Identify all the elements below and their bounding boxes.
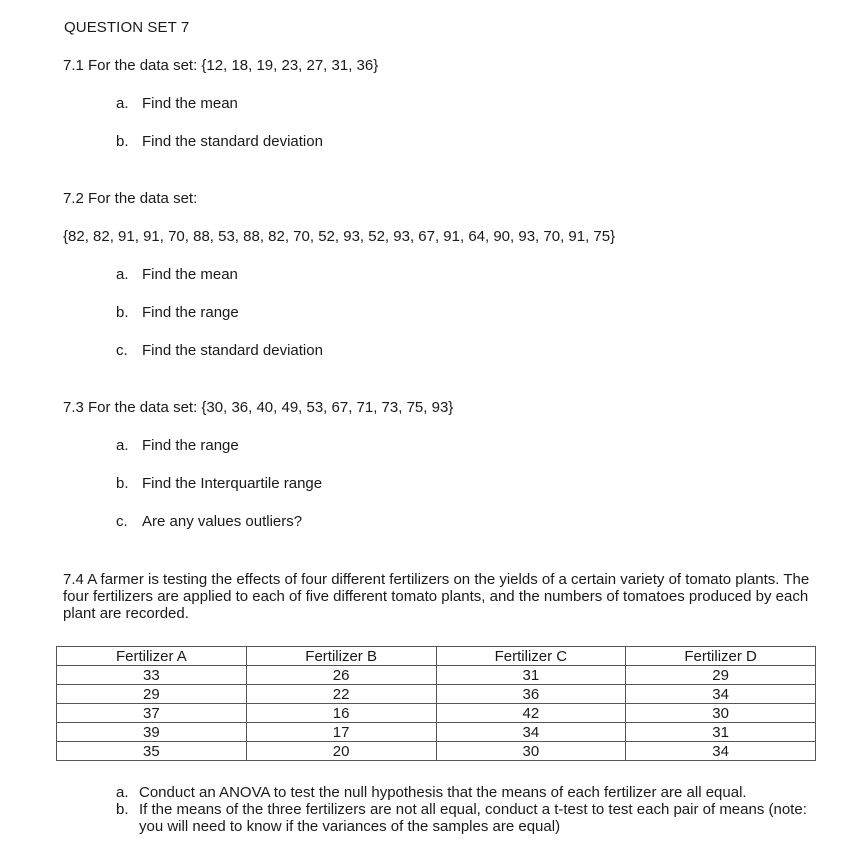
table-cell: 22	[246, 685, 436, 704]
table-cell: 31	[626, 723, 816, 742]
list-item	[116, 342, 323, 360]
fertilizer-table	[56, 646, 816, 761]
table-cell: 34	[626, 685, 816, 704]
item-letter: a.	[116, 784, 129, 801]
table-header-row	[57, 647, 816, 666]
table-cell: 30	[436, 742, 626, 761]
table-cell: 26	[246, 666, 436, 685]
table-row	[57, 742, 816, 761]
item-letter: b.	[116, 304, 129, 321]
list-item	[116, 133, 323, 151]
page-title: QUESTION SET 7	[64, 19, 190, 36]
column-header: Fertilizer D	[626, 647, 816, 666]
list-item	[116, 475, 322, 493]
list-item	[116, 437, 239, 455]
item-text: If the means of the three fertilizers are not all equal, conduct a t-test to test each pair of means (note: you will need to know if the variances of the samples are equal)	[139, 801, 807, 835]
table-cell: 39	[57, 723, 247, 742]
table-row	[57, 666, 816, 685]
item-text: Find the range	[142, 437, 239, 454]
item-letter: b.	[116, 133, 129, 150]
list-item	[116, 784, 816, 801]
item-text: Find the standard deviation	[142, 342, 323, 359]
table-row	[57, 723, 816, 742]
item-letter: a.	[116, 266, 129, 283]
question-7-1-prompt: 7.1 For the data set: {12, 18, 19, 23, 27, 31, 36}	[63, 57, 379, 74]
item-letter: b.	[116, 801, 129, 818]
question-7-3-prompt: 7.3 For the data set: {30, 36, 40, 49, 53, 67, 71, 73, 75, 93}	[63, 399, 454, 416]
list-item	[116, 266, 238, 284]
table-cell: 30	[626, 704, 816, 723]
item-letter: c.	[116, 342, 128, 359]
question-7-2-data: {82, 82, 91, 91, 70, 88, 53, 88, 82, 70, 52, 93, 52, 93, 67, 91, 64, 90, 93, 70, 91, 75}	[63, 228, 616, 245]
table-cell: 33	[57, 666, 247, 685]
item-letter: c.	[116, 513, 128, 530]
table-cell: 34	[436, 723, 626, 742]
column-header: Fertilizer A	[57, 647, 247, 666]
table-row	[57, 704, 816, 723]
column-header: Fertilizer B	[246, 647, 436, 666]
table-cell: 20	[246, 742, 436, 761]
item-text: Find the Interquartile range	[142, 475, 323, 492]
question-7-4-prompt: 7.4 A farmer is testing the effects of four different fertilizers on the yields of a certain variety of tomato plants. The four fertilizers are applied to each of five different tomato plants, and the numbers of tomatoes produced by each plant are recorded.	[63, 571, 810, 622]
table-row	[57, 685, 816, 704]
item-letter: b.	[116, 475, 129, 492]
item-text: Find the standard deviation	[142, 133, 323, 150]
item-text: Are any values outliers?	[142, 513, 303, 530]
table-cell: 31	[436, 666, 626, 685]
list-item	[116, 95, 238, 113]
item-text: Find the range	[142, 304, 239, 321]
list-item	[116, 801, 816, 835]
table-cell: 35	[57, 742, 247, 761]
list-item	[116, 513, 302, 531]
item-letter: a.	[116, 437, 129, 454]
table-cell: 37	[57, 704, 247, 723]
question-7-4-tasks	[116, 784, 816, 835]
table-cell: 42	[436, 704, 626, 723]
item-letter: a.	[116, 95, 129, 112]
table-cell: 17	[246, 723, 436, 742]
list-item	[116, 304, 239, 322]
item-text: Find the mean	[142, 266, 238, 283]
table-cell: 34	[626, 742, 816, 761]
item-text: Find the mean	[142, 95, 238, 112]
column-header: Fertilizer C	[436, 647, 626, 666]
item-text: Conduct an ANOVA to test the null hypothesis that the means of each fertilizer are all equal.	[139, 784, 747, 801]
table-cell: 36	[436, 685, 626, 704]
table-cell: 29	[626, 666, 816, 685]
table-cell: 16	[246, 704, 436, 723]
question-7-2-prompt: 7.2 For the data set:	[63, 190, 198, 207]
table-cell: 29	[57, 685, 247, 704]
